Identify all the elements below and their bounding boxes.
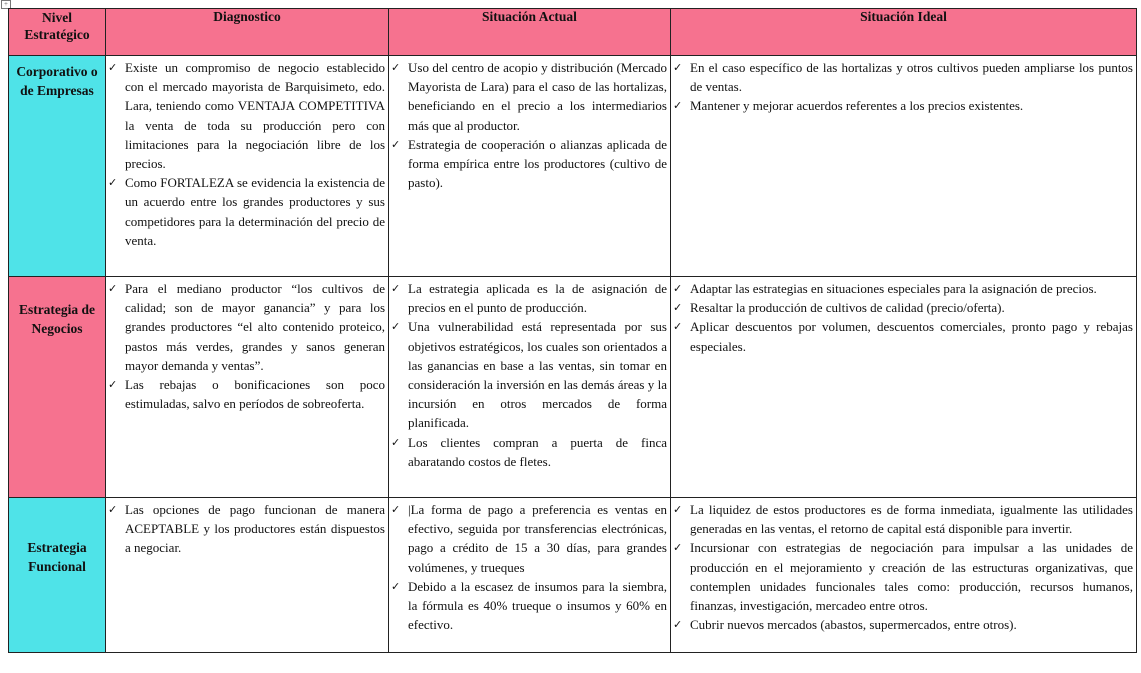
table-row [9,277,1137,498]
cell-situacion-ideal [671,56,1137,277]
list-item: ✓ Los clientes compran a puerta de finca abaratando costos de fletes. [391,434,667,469]
check-icon: ✓ [391,61,401,74]
list-item: ✓ |La forma de pago a preferencia es ventas en efectivo, seguida por transferencias electrónicas, pago a crédito de 15 a 30 días, para grandes volúmenes, y trueques [391,502,667,575]
check-icon: ✓ [673,282,683,295]
table-row [9,498,1137,653]
list-item: ✓ Adaptar las estrategias en situaciones especiales para la asignación de precios. [671,279,1133,298]
check-icon: ✓ [391,435,401,449]
list-item: ✓ Mantener y mejorar acuerdos referentes a los precios existentes. [671,96,1133,115]
check-icon: ✓ [673,61,683,74]
check-icon: ✓ [673,541,683,555]
strategy-table [8,8,1137,653]
check-icon: ✓ [391,282,401,295]
list-item: ✓ Estrategia de cooperación o alianzas aplicada de forma empírica entre los productores (cultivo de pasto). [391,136,667,191]
cell-situacion-ideal [671,277,1137,498]
check-icon: ✓ [391,503,401,516]
list-item: ✓ Cubrir nuevos mercados (abastos, supermercados, entre otros). [671,615,1133,634]
check-icon: ✓ [108,176,118,190]
header-row [9,9,1137,56]
list-item: ✓ Uso del centro de acopio y distribución (Mercado Mayorista de Lara) para el caso de las hortalizas, beneficiando en el precio a los intermediarios más que al productor. [391,60,667,133]
level-label: Estrategia de Negocios [18,302,96,336]
list-item: ✓ Debido a la escasez de insumos para la siembra, la fórmula es 40% trueque o insumos y 60% en efectivo. [391,578,667,633]
level-label: Corporativo o de Empresas [16,64,98,98]
header-situacion-actual: Situación Actual [389,9,671,56]
check-icon: ✓ [108,378,118,392]
list-item: ✓ Una vulnerabilidad está representada por sus objetivos estratégicos, los cuales son orientados a las ganancias en base a las ventas, sin tomar en consideración la inversión en las demás áreas y la incursión en otros mercados de forma planificada. [391,319,667,431]
list-item: ✓ Existe un compromiso de negocio establecido con el mercado mayorista de Barquisimeto, edo. Lara, teniendo como VENTAJA COMPETITIVA la venta de toda su producción pero con limitaciones para la negociación libre de los precios. [108,60,385,172]
list-item: ✓ Para el mediano productor “los cultivos de calidad; son de mayor ganancia” y para los grandes productores “el alto contenido proteico, pastos más verdes, grandes y sanos generan mayor demanda y ventas”. [108,281,385,373]
check-icon: ✓ [391,579,401,593]
cell-diagnostico [106,498,389,653]
level-funcional [9,498,106,653]
cell-situacion-actual [389,277,671,498]
list-item: ✓ Como FORTALEZA se evidencia la existencia de un acuerdo entre los grandes productores y sus competidores para la determinación del precio de venta. [108,175,385,248]
list-item: ✓ Aplicar descuentos por volumen, descuentos comerciales, pronto pago y rebajas especiales. [673,319,1133,354]
list-item: ✓ Resaltar la producción de cultivos de calidad (precio/oferta). [671,298,1133,317]
header-situacion-ideal: Situación Ideal [671,9,1137,56]
check-icon: ✓ [391,137,401,151]
check-icon: ✓ [673,503,683,516]
cell-situacion-ideal [671,498,1137,653]
table-move-handle-icon[interactable]: + [1,0,11,9]
cell-diagnostico [106,277,389,498]
list-item: ✓ En el caso específico de las hortalizas y otros cultivos pueden ampliarse los puntos de ventas. [673,60,1133,95]
check-icon: ✓ [673,618,683,632]
table-row [9,56,1137,277]
check-icon: ✓ [673,99,683,113]
header-nivel-estrategico: Nivel Estratégico [9,9,106,56]
level-corporativo [9,56,106,277]
list-item: ✓ La liquidez de estos productores es de forma inmediata, igualmente las utilidades generadas en las ventas, el retorno de capital está disponible para invertir. [673,502,1133,537]
check-icon: ✓ [108,61,118,74]
cell-diagnostico [106,56,389,277]
list-item: ✓ Las opciones de pago funcionan de manera ACEPTABLE y los productores están dispuestos a negociar. [108,502,385,556]
check-icon: ✓ [673,301,683,315]
check-icon: ✓ [108,503,118,516]
check-icon: ✓ [391,320,401,334]
cell-situacion-actual [389,498,671,653]
list-item: ✓ Incursionar con estrategias de negociación para impulsar a las unidades de producción en el mejoramiento y creación de las estructuras organizativas, que contemplen unidades funcionales tales como: producción, recursos humanos, finanzas, investigación, mercadeo entre otros. [673,540,1133,614]
level-label: Estrategia Funcional [27,540,87,574]
check-icon: ✓ [108,282,118,295]
list-item: ✓ Las rebajas o bonificaciones son poco estimuladas, salvo en períodos de sobreoferta. [108,377,385,412]
check-icon: ✓ [673,320,683,334]
level-negocios [9,277,106,498]
list-item: ✓ La estrategia aplicada es la de asignación de precios en el punto de producción. [391,281,667,316]
header-diagnostico: Diagnostico [106,9,389,56]
cell-situacion-actual [389,56,671,277]
